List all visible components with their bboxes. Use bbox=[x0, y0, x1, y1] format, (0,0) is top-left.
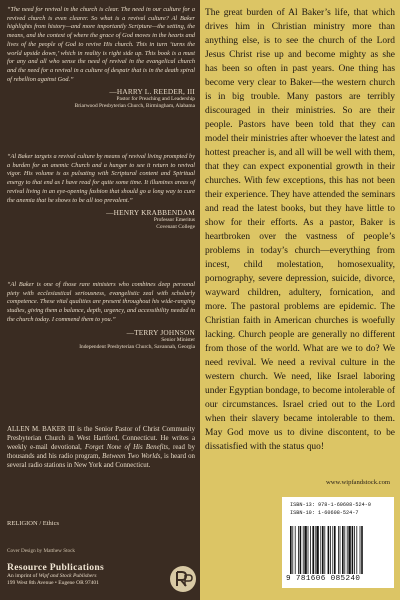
barcode-bar bbox=[330, 526, 331, 574]
endorsement-affiliation: Briarwood Presbyterian Church, Birmingham, Alabama bbox=[74, 103, 195, 110]
barcode-bar bbox=[312, 526, 314, 574]
endorsement-role: Professor Emeritus bbox=[153, 217, 195, 224]
bio-text: , read by thousands and his radio program, bbox=[7, 444, 196, 460]
barcode-bar bbox=[322, 526, 324, 574]
publisher-block bbox=[7, 562, 167, 587]
endorsement-quote: “The need for revival in the church is clear. The need in our culture for a revived church is even clearer. So what is a revival culture? Al Baker highlights from history—and more importantly Scripture—the setting, the means, and the context of where the grace of God moves in the hearts and lives of the people of God to revive His church. This in turn ‘turns the world upside down,’ which in reality is right side up. This book is a must for any and all who sense the need of revival in the evangelical church and the need for a revival in a culture of despair that is in the death spiral of rebellion against God.” bbox=[7, 6, 195, 83]
publisher-imprint-text: An imprint of bbox=[7, 573, 39, 579]
publisher-parent-name: Wipf and Stock Publishers bbox=[38, 573, 97, 579]
endorsement-affiliation: Independent Presbyterian Church, Savannah, Georgia bbox=[79, 343, 195, 350]
publisher-name: Resource Publications bbox=[7, 562, 104, 573]
barcode-bar bbox=[344, 526, 345, 574]
barcode-bar bbox=[324, 526, 325, 574]
endorsement-johnson bbox=[7, 281, 195, 351]
barcode-bar bbox=[361, 526, 363, 574]
isbn-barcode bbox=[282, 497, 394, 588]
barcode-bar bbox=[304, 526, 306, 574]
endorsement-author: —HENRY KRABBENDAM bbox=[106, 208, 195, 218]
publisher-logo-icon bbox=[170, 566, 196, 592]
barcode-bar bbox=[290, 526, 292, 574]
barcode-bar bbox=[292, 526, 293, 574]
bio-text: , is heard on several radio stations in New York and Connecticut. bbox=[7, 453, 195, 469]
endorsement-affiliation: Covenant College bbox=[156, 224, 195, 231]
endorsement-role: Pastor for Preaching and Leadership bbox=[116, 96, 195, 103]
barcode-bar bbox=[316, 526, 318, 574]
barcode-bar bbox=[348, 526, 350, 574]
barcode-bar bbox=[300, 526, 302, 574]
endorsement-quote: “Al Baker is one of those rare ministers who combines deep personal piety with ecclesiastical seriousness, evangelistic zeal with scholarly competence. These vital qualities are present throughout his wide-ranging studies, giving them a balance, depth, urgency, and accessibility needed in the church today. I commend them to you.” bbox=[7, 281, 195, 323]
barcode-bar bbox=[334, 526, 336, 574]
bio-text: ALLEN M. BAKER III is the Senior Pastor of Christ Community Presbyterian Church in West Hartford, Connecticut. He writes a weekly e-mail devotional, bbox=[7, 426, 195, 451]
barcode-bar bbox=[328, 526, 330, 574]
barcode-bar bbox=[295, 526, 296, 574]
barcode-bar bbox=[352, 526, 354, 574]
endorsement-author: —TERRY JOHNSON bbox=[126, 327, 195, 337]
barcode-bar bbox=[308, 526, 309, 574]
publisher-address: 199 West 8th Avenue • Eugene OR 97401 bbox=[7, 580, 99, 586]
barcode-bar bbox=[360, 526, 361, 574]
barcode-bar bbox=[332, 526, 333, 574]
barcode-bar bbox=[298, 526, 299, 574]
barcode-bar bbox=[354, 526, 355, 574]
book-description: The great burden of Al Baker’s life, that which drives him in Christian ministry more than anything else, is to see the church of the Lord Jesus Christ rise up and become mighty as she has been so often in past years. One thing has become very clear to Baker—the western church is in big trouble. Many pastors are terribly discouraged in their ministries. So are their people. Pastors have been told that they can model their ministries after whoever the latest and hottest preacher is, and all will be well with them, that they can expect exponential growth in their churches. With few exceptions, this has not been their experience. They have attended the seminars and read the latest books, but they have little to show for their efforts. As a pastor, Baker is heartbroken over the vastness of people’s problems in today’s church—everything from incest, child molestation, homosexuality, pornography, severe depression, suicide, divorce, wayward children, adultery, fornication, and more. The pastoral problems are epidemic. The Christian faith in American churches is woefully lacking. Church people are generally no different from those of the world. What are we to do? We need revival. We need a revival culture in the western church. We need, like Israel laboring under Egyptian bondage, to become intolerable of our circumstances. Israel cried out to the Lord when their slavery became intolerable to them. May God move us to divine discontent, to be dissatisfied with the status quo! bbox=[205, 8, 395, 453]
bio-devotional-title: Forget None of His Benefits bbox=[85, 444, 169, 451]
barcode-bar bbox=[340, 526, 341, 574]
barcode-bar bbox=[310, 526, 311, 574]
endorsement-role: Senior Minister bbox=[161, 336, 195, 343]
isbn-13: ISBN-13: 978-1-60608-524-0 bbox=[290, 502, 371, 508]
endorsement-krabbendam bbox=[7, 153, 195, 231]
barcode-bar bbox=[356, 526, 357, 574]
barcode-number: 9 781606 085240 bbox=[286, 575, 361, 583]
barcode-bar bbox=[303, 526, 304, 574]
barcode-bar bbox=[338, 526, 339, 574]
author-bio bbox=[7, 425, 195, 470]
barcode-bar bbox=[342, 526, 344, 574]
cover-design-credit: Cover Design by Matthew Stock bbox=[7, 548, 76, 554]
barcode-icon bbox=[290, 526, 386, 574]
bio-radio-title: Between Two Worlds bbox=[102, 453, 161, 460]
isbn-10: ISBN-10: 1-60608-524-7 bbox=[290, 510, 359, 516]
endorsement-reeder bbox=[7, 6, 195, 110]
barcode-bar bbox=[315, 526, 316, 574]
barcode-bar bbox=[320, 526, 321, 574]
endorsement-author: —HARRY L. REEDER, III bbox=[109, 87, 195, 97]
publisher-url: www.wipfandstock.com bbox=[325, 479, 390, 486]
endorsement-quote: “Al Baker targets a revival culture by means of revival living prompted by a burden for an anemic Church and a hunger to see it return to revival vigor. His volume is as pulsating with Scriptural content and Spiritual energy to that end as I have read for quite some time. It illumines areas of revival living in an eye-opening fashion that should go a long way to cure the anemia that he shows to be all too prevalent.” bbox=[7, 153, 195, 204]
barcode-bar bbox=[347, 526, 348, 574]
book-category: RELIGION / Ethics bbox=[7, 520, 59, 527]
